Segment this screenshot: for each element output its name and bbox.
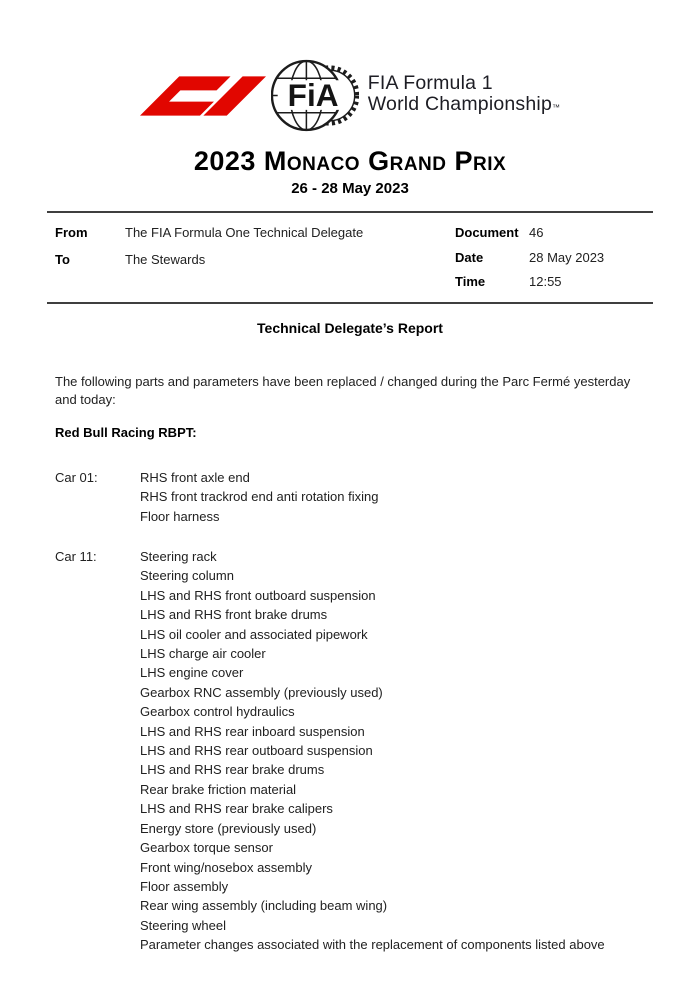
- car-section: [55, 468, 655, 526]
- part-item: LHS and RHS rear brake drums: [140, 762, 325, 778]
- meta-block: [47, 211, 653, 304]
- document-number: 46: [529, 225, 544, 240]
- meta-row-time: [455, 274, 653, 290]
- part-item: LHS oil cooler and associated pipework: [140, 626, 368, 642]
- trademark-symbol: ™: [552, 103, 561, 112]
- header-logo-row: [0, 57, 700, 134]
- part-item: Parameter changes associated with the replacement of components listed above: [140, 937, 605, 953]
- page-title: 2023 Monaco Grand Prix: [193, 146, 507, 176]
- car-section: [55, 547, 655, 955]
- part-item: LHS and RHS front outboard suspension: [140, 587, 376, 603]
- meta-row-date: [455, 250, 653, 266]
- part-item: Floor harness: [140, 508, 220, 524]
- part-item: LHS and RHS rear outboard suspension: [140, 743, 373, 759]
- car-number-label: Car 01:: [55, 469, 98, 485]
- document-label: Document: [455, 225, 519, 240]
- report-body: [0, 373, 700, 955]
- time-value: 12:55: [529, 274, 562, 290]
- part-item: LHS and RHS front brake drums: [140, 607, 328, 623]
- team-heading: Red Bull Racing RBPT:: [55, 424, 197, 440]
- part-item: Front wing/nosebox assembly: [140, 859, 312, 875]
- report-heading: Technical Delegate’s Report: [257, 319, 443, 336]
- car-sections: [55, 468, 655, 955]
- part-item: Steering rack: [140, 549, 217, 564]
- from-label: From: [55, 225, 88, 240]
- part-item: RHS front axle end: [140, 469, 250, 485]
- to-label: To: [55, 251, 70, 267]
- brand-wordmark: [368, 73, 560, 118]
- part-item: RHS front trackrod end anti rotation fixing: [140, 489, 379, 505]
- part-item: Floor assembly: [140, 878, 229, 894]
- part-item: Gearbox torque sensor: [140, 840, 273, 856]
- car-parts-list: [140, 468, 655, 526]
- part-item: Rear brake friction material: [140, 781, 297, 797]
- meta-left-column: [55, 225, 455, 290]
- to-value: The Stewards: [125, 251, 206, 267]
- part-item: Rear wing assembly (including beam wing): [140, 898, 388, 914]
- part-item: LHS engine cover: [140, 665, 244, 681]
- car-number-label: Car 11:: [55, 549, 97, 564]
- part-item: Gearbox control hydraulics: [140, 704, 295, 720]
- fia-globe-icon: [271, 57, 359, 134]
- part-item: LHS and RHS rear inboard suspension: [140, 723, 365, 739]
- meta-right-column: [455, 225, 653, 290]
- fia-monogram: FiA: [287, 77, 339, 114]
- date-label: Date: [455, 249, 484, 265]
- part-item: LHS charge air cooler: [140, 646, 266, 662]
- date-value: 28 May 2023: [529, 249, 605, 265]
- part-item: Steering wheel: [140, 917, 226, 933]
- part-item: Energy store (previously used): [140, 820, 317, 836]
- meta-row-to: [55, 252, 455, 268]
- brand-line1: FIA Formula 1: [367, 72, 493, 94]
- part-item: Gearbox RNC assembly (previously used): [140, 684, 383, 700]
- f1-logo-icon: [140, 76, 266, 116]
- from-value: The FIA Formula One Technical Delegate: [125, 225, 364, 240]
- time-label: Time: [455, 274, 486, 290]
- event-date-range: 26 - 28 May 2023: [291, 180, 409, 197]
- brand-line2: World Championship™: [367, 93, 561, 115]
- meta-row-document: [455, 225, 653, 241]
- part-item: Steering column: [140, 568, 234, 584]
- meta-row-from: [55, 225, 455, 241]
- part-item: LHS and RHS rear brake calipers: [140, 801, 333, 817]
- car-parts-list: [140, 547, 655, 955]
- intro-paragraph: The following parts and parameters have been replaced / changed during the Parc Fermé yesterday and today:: [55, 373, 631, 408]
